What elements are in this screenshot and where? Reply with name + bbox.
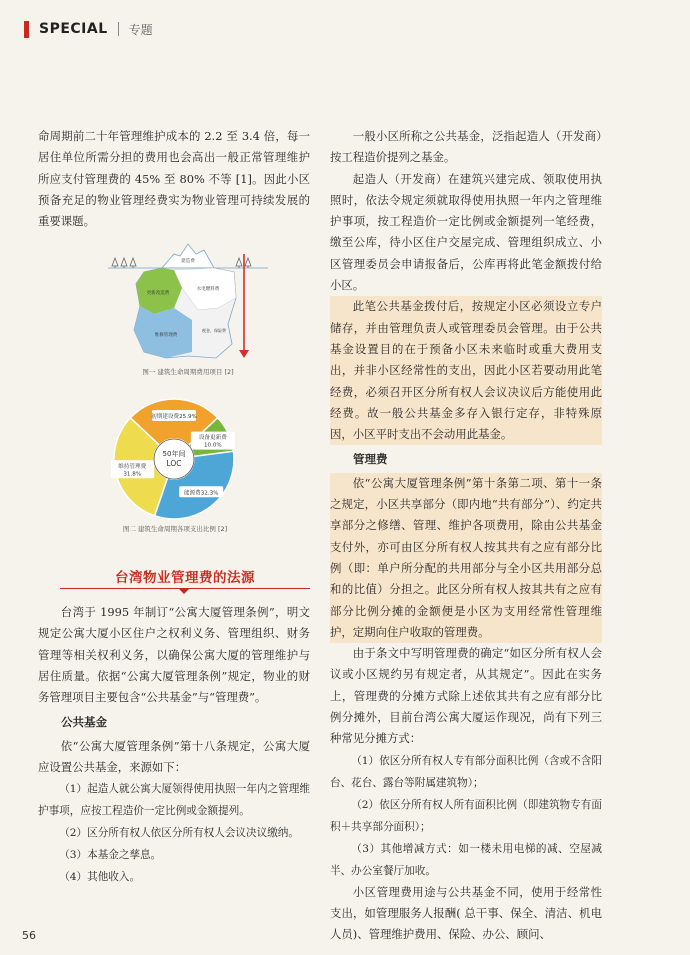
left-paragraph-2: 依“公寓大厦管理条例”第十八条规定，公寓大厦应设置公共基金，来源如下：: [38, 738, 310, 775]
figure-1-caption: 图一 建筑生命周期费用项目 [2]: [142, 368, 234, 376]
right-paragraph-6: 小区管理费用途与公共基金不同，使用于经常性支出，如管理服务人报酬( 总干事、保全、清洁、机电人员)、管理维护费用、保险、办公、顾问、: [330, 884, 602, 942]
page-header: [24, 18, 153, 40]
allocation-item-2: （2）依区分所有权人所有面积比例（即建筑物专有面积＋共享部分面积）；: [330, 798, 602, 833]
fund-source-item-3: （3）本基金之孳息。: [59, 849, 162, 862]
header-accent-bar: [24, 21, 29, 38]
right-paragraph-2: 起造人（开发商）在建筑兴建完成、领取使用执照时，依法令规定须就取得使用执照一年内之管理维护事项，按工程造价一定比例或金额提列一笔经费，缴至公库，待小区住户交屋完成、管理组织成立、小区管理委员会申请报备后，公库再将此笔金额拨付给小区。: [330, 171, 602, 293]
right-paragraph-5: 由于条文中写明管理费的确定“如区分所有权人会议或小区规约另有规定者，从其规定”。因此在实务上，管理费的分摊方式除上述依其共有之应有部分比例分摊外，目前台湾公寓大厦运作现况，尚有下列三种常见分摊方式：: [330, 646, 602, 746]
pie-center-line-1: 50年间: [162, 450, 186, 458]
iceberg-top: [162, 244, 214, 268]
right-paragraph-1: 一般小区所称之公共基金，泛指起造人（开发商）按工程造价提列之基金。: [330, 129, 602, 165]
category-label: 专题: [128, 22, 153, 37]
subheading-management-fee: 管理费: [353, 452, 388, 467]
fund-source-item-1: （1）起造人就公寓大厦领得使用执照一年内之管理维护事项，应按工程造价一定比例或金额提列。: [38, 783, 310, 818]
section-pointer: [178, 588, 190, 594]
pie-slice-label-4: 维持管理费 31.8%: [118, 463, 147, 478]
left-paragraph-1: 命周期前二十年管理维护成本的 2.2 至 3.4 倍，每一居住单位所需分担的费用也会高出一般正常管理维护所应支付管理费的 45% 至 80% 不等 [1]。因此小区预备充足的物业管理经费实为物业管理可持续发展的重要课题。: [38, 129, 310, 229]
fig1-label-top: 建造费: [181, 259, 195, 264]
section-label: SPECIAL: [39, 21, 108, 37]
pie-slice-label-2: 设备更新费 10.0%: [198, 435, 227, 449]
right-paragraph-3: 此笔公共基金拨付后，按规定小区必须设立专户储存，并由管理负责人或管理委员会管理。由于公共基金设置目的在于预备小区未来临时或重大费用支出，并非小区经常性的支出，因此小区若要动用此笔经费，必须召开区分所有权人会议决议后方能使用此经费。故一般公共基金多存入银行定存，非特殊原因，小区平时支出不会动用此基金。: [330, 296, 602, 445]
pie-center-line-2: LOC: [166, 459, 182, 468]
right-paragraph-4: 依“公寓大厦管理条例”第十条第二项、第十一条之规定，小区共享部分（即内地“共有部分”）、约定共享部分之修缮、管理、维护各项费用，除由公共基金支付外，亦可由区分所有权人按其共有之应有部分比例（即：单户所分配的共用部分与全小区共用部分总和的比值）分担之。此区分所有权人按其共有之应有部分比例分摊的金额便是小区为支用经常性管理维护，定期向住户收取的管理费。: [330, 473, 602, 643]
fig1-label-middle: 水电燃料费: [196, 287, 220, 292]
allocation-item-1: （1）依区分所有权人专有部分面积比例（含或不含阳台、花台、露台等附属建筑物）；: [330, 754, 602, 789]
figure-2-caption: 图二 建筑生命周期各项支出比例 [2]: [122, 525, 228, 533]
figure-2-pie-chart: [111, 396, 237, 522]
allocation-item-3: （3）其他增减方式：如一楼未用电梯的减、空屋减半、办公室餐厅加收。: [330, 842, 602, 877]
section-heading: [60, 566, 310, 594]
figure-1-iceberg: [108, 240, 268, 365]
section-title: 台湾物业管理费的法源: [115, 570, 255, 586]
pie-slice-label-3: 能源费32.3%: [183, 490, 219, 497]
header-divider: [118, 22, 119, 36]
subheading-public-fund: 公共基金: [61, 715, 107, 730]
fig1-label-bottom: 维修管理费: [154, 333, 178, 338]
left-column-lower: [38, 602, 310, 888]
left-column: [38, 126, 310, 232]
fund-source-item-4: （4）其他收入。: [59, 871, 141, 884]
fund-source-item-2: （2）区分所有权人依区分所有权人会议决议缴纳。: [59, 827, 299, 840]
fig1-label-side: 税金、保险费: [202, 328, 226, 333]
pie-slice-label-1: 初期建设费25.9%: [151, 414, 197, 420]
left-intro: 台湾于 1995 年制订“公寓大厦管理条例”，明文规定公寓大厦小区住户之权利义务、管理组织、财务管理等相关权利义务，以确保公寓大厦的管理维护与居住质量。依据“公寓大厦管理条例”规定，物业的财务管理项目主要包含“公共基金”与“管理费”。: [38, 605, 310, 705]
fig1-label-left: 更新改造费: [146, 291, 170, 296]
page-number: 56: [22, 929, 36, 942]
right-column: [330, 126, 602, 946]
